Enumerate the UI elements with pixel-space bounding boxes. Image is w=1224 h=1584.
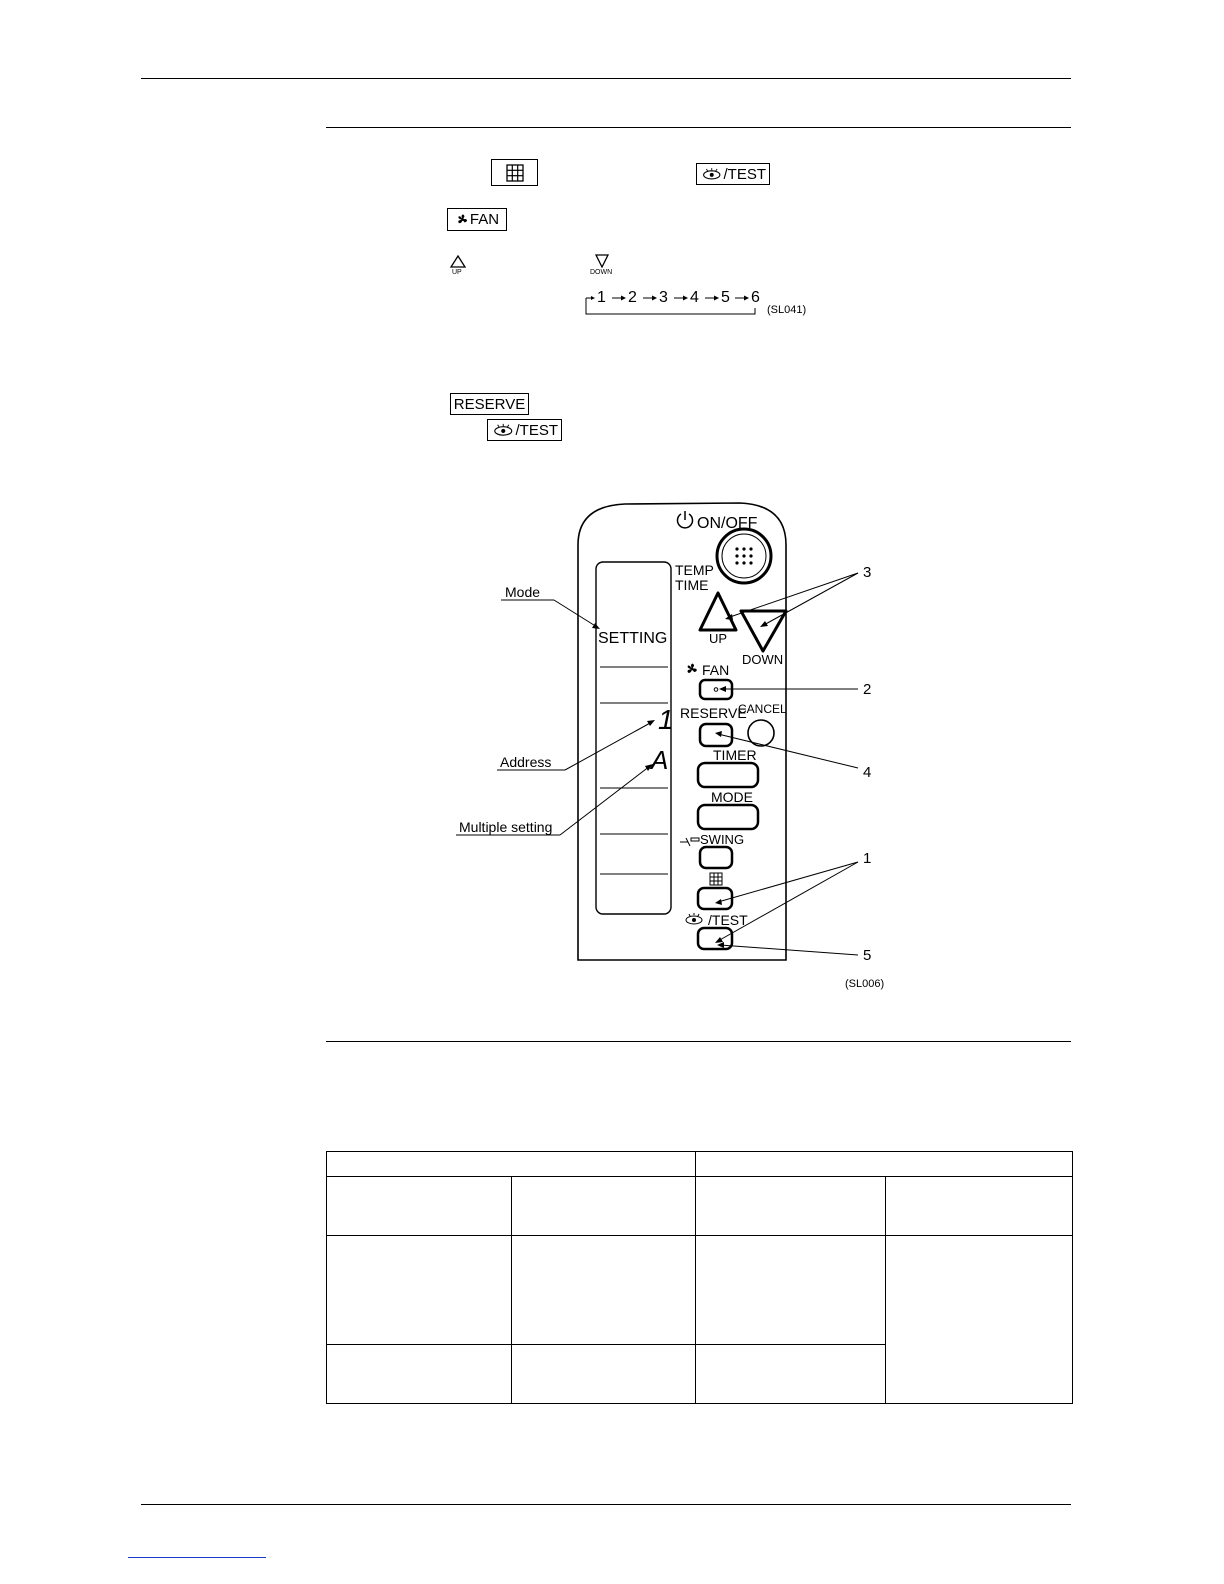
fan-button-label: FAN (702, 662, 730, 678)
filter-grid-icon (710, 873, 722, 885)
sequence-item-3: 3 (659, 289, 668, 306)
sequence-item-1: 1 (597, 289, 606, 306)
callout-multiple-label: Multiple setting (459, 819, 553, 835)
lcd-setting-text: SETTING (598, 630, 668, 647)
table-cell (512, 1345, 696, 1404)
lcd-multiple-digit: A (651, 745, 669, 775)
cancel-button-label: CANCEL (738, 702, 787, 716)
mode-button (698, 805, 758, 829)
callout-mode-label: Mode (505, 584, 541, 600)
remote-figure-code: (SL006) (845, 978, 885, 990)
sequence-item-6: 6 (751, 289, 760, 306)
table-cell (327, 1236, 512, 1345)
sequence-item-5: 5 (721, 289, 730, 306)
footer-rule (141, 1504, 1071, 1505)
time-label: TIME (675, 577, 709, 593)
down-button-label: DOWN (742, 652, 784, 667)
test-button-label: /TEST (708, 912, 748, 928)
swing-button-label: SWING (700, 832, 745, 847)
callout-number-4: 4 (863, 764, 872, 781)
table-cell (696, 1152, 1073, 1177)
callout-number-2: 2 (863, 681, 872, 698)
reserve-button-label: RESERVE (680, 705, 747, 721)
test-key-label-2: /TEST (515, 421, 558, 439)
table-row (327, 1177, 1073, 1236)
swing-button (700, 847, 732, 868)
reserve-button (700, 724, 732, 746)
sequence-item-4: 4 (690, 289, 699, 306)
on-off-label: ON/OFF (697, 515, 758, 532)
sequence-item-2: 2 (628, 289, 637, 306)
timer-button-label: TIMER (713, 747, 757, 763)
lcd-address-digit: 1 (658, 704, 674, 735)
fan-icon (688, 664, 697, 673)
callout-number-3: 3 (863, 564, 872, 581)
reserve-key-label: RESERVE (453, 395, 526, 413)
down-arrow-caption: DOWN (590, 269, 613, 276)
table-cell (886, 1236, 1073, 1404)
lcd-panel (596, 562, 671, 914)
power-icon (678, 511, 693, 528)
table-cell (327, 1152, 696, 1177)
temp-up-button (700, 593, 736, 630)
table-row (327, 1236, 1073, 1345)
callout-number-5: 5 (863, 947, 872, 964)
up-button-label: UP (709, 631, 728, 646)
fan-key-label: FAN (469, 211, 500, 228)
eye-icon (686, 913, 702, 924)
table-cell (696, 1236, 886, 1345)
table-cell (512, 1177, 696, 1236)
settings-table (326, 1151, 1073, 1404)
section-rule-middle (326, 1041, 1071, 1042)
filter-button (698, 888, 732, 909)
table-row (327, 1152, 1073, 1177)
table-cell (327, 1177, 512, 1236)
mode-button-label: MODE (711, 789, 753, 805)
sequence-figure-code: (SL041) (767, 304, 807, 316)
table-cell (696, 1345, 886, 1404)
table-cell (886, 1177, 1073, 1236)
up-arrow-caption: UP (452, 269, 462, 276)
footer-link-underline[interactable] (128, 1557, 266, 1558)
on-off-dots (735, 547, 752, 564)
timer-button (698, 763, 758, 787)
callout-address-label: Address (500, 754, 552, 770)
temp-label: TEMP (675, 562, 714, 578)
table-cell (327, 1345, 512, 1404)
table-cell (696, 1177, 886, 1236)
table-cell (512, 1236, 696, 1345)
swing-icon (680, 838, 699, 846)
callout-number-1: 1 (863, 850, 872, 867)
test-key-label: /TEST (723, 165, 766, 183)
